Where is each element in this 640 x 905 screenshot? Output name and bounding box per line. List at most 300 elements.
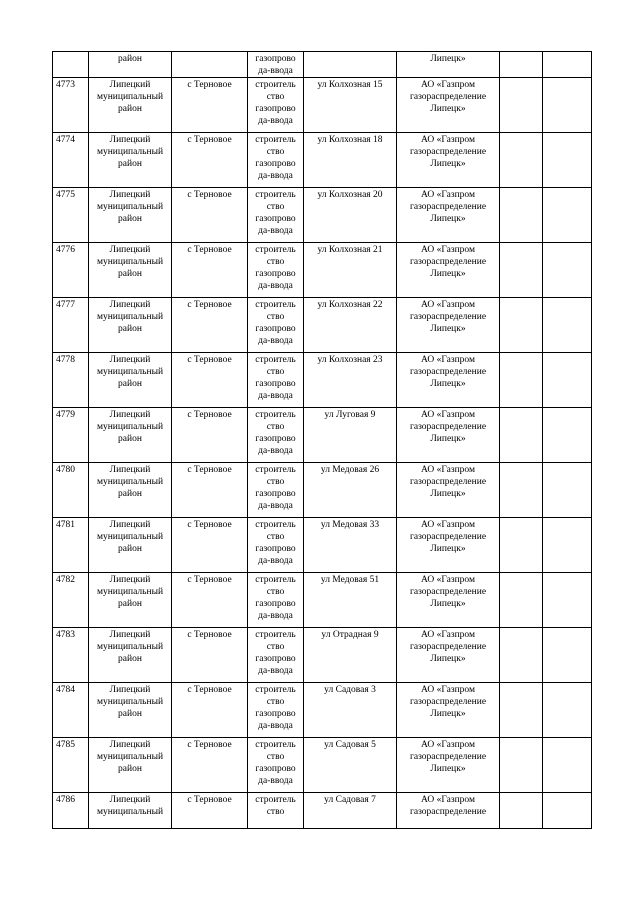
cell-line: АО «Газпром [420,80,475,90]
cell-line: муниципальный [96,752,164,762]
table-row [53,683,592,738]
cell-number [53,463,89,518]
cell-line: муниципальный [96,92,164,102]
cell-district [89,573,172,628]
cell-text: ул Медовая 51 [320,575,380,585]
cell-line: Липецк» [430,709,466,719]
cell-line: Липецк» [430,599,466,609]
cell-number [53,628,89,683]
cell-number [53,243,89,298]
cell-line: Липецк» [430,159,466,169]
cell-text: ул Луговая 9 [324,410,376,420]
cell-number [53,52,89,78]
cell-text: с Терновое [187,410,232,420]
table-row [53,573,592,628]
cell-settlement [172,463,248,518]
cell-text: 4779 [56,410,75,420]
cell-line: газопрово [255,104,296,114]
cell-line: муниципальный [96,807,164,817]
cell-text: 4775 [56,190,75,200]
table-row [53,793,592,829]
cell-line: газораспределение [409,697,487,707]
table-row [53,52,592,78]
cell-line: да-ввода [258,611,293,621]
cell-line: газопрово [255,434,296,444]
cell-line: Липецк» [430,544,466,554]
cell-district [89,738,172,793]
cell-line: ство [266,367,285,377]
cell-extra-1 [500,188,543,243]
table-body [53,52,592,829]
cell-address [304,793,397,829]
cell-line: район [118,269,142,279]
cell-line: да-ввода [258,501,293,511]
cell-text: ул Колхозная 22 [317,300,383,310]
cell-district [89,78,172,133]
table-row [53,78,592,133]
cell-line: АО «Газпром [420,630,475,640]
cell-line: газопрово [255,599,296,609]
cell-address [304,683,397,738]
cell-organization [397,463,500,518]
cell-district [89,133,172,188]
cell-line: газопрово [255,159,296,169]
cell-line: газораспределение [409,807,487,817]
cell-address [304,353,397,408]
cell-district [89,408,172,463]
cell-line: ство [266,202,285,212]
cell-text: с Терновое [187,630,232,640]
cell-organization [397,793,500,829]
cell-line: район [118,654,142,664]
cell-line: муниципальный [96,422,164,432]
cell-text: 4773 [56,80,75,90]
cell-text: с Терновое [187,740,232,750]
cell-number [53,133,89,188]
cell-extra-2 [543,188,592,243]
cell-extra-2 [543,408,592,463]
cell-line: Липецкий [109,630,151,640]
cell-work [248,243,304,298]
cell-extra-1 [500,353,543,408]
cell-line: Липецк» [430,269,466,279]
cell-extra-2 [543,628,592,683]
cell-line: строитель [255,135,296,145]
cell-line: да-ввода [258,391,293,401]
cell-line: АО «Газпром [420,300,475,310]
cell-line: Липецкий [109,300,151,310]
cell-text: 4776 [56,245,75,255]
table-row [53,298,592,353]
cell-extra-2 [543,793,592,829]
cell-line: Липецкий [109,795,151,805]
cell-district [89,628,172,683]
cell-address [304,408,397,463]
cell-line: АО «Газпром [420,135,475,145]
cell-line: Липецкий [109,245,151,255]
cell-organization [397,738,500,793]
cell-line: да-ввода [258,721,293,731]
cell-settlement [172,243,248,298]
cell-text: 4781 [56,520,75,530]
cell-address [304,738,397,793]
cell-address [304,298,397,353]
cell-line: строитель [255,685,296,695]
cell-address [304,133,397,188]
cell-text: 4782 [56,575,75,585]
cell-number [53,738,89,793]
cell-organization [397,52,500,78]
cell-extra-1 [500,793,543,829]
cell-text: 4780 [56,465,75,475]
cell-address [304,463,397,518]
cell-line: Липецкий [109,80,151,90]
cell-settlement [172,188,248,243]
cell-address [304,518,397,573]
cell-line: ство [266,642,285,652]
cell-address [304,243,397,298]
cell-address [304,573,397,628]
cell-line: АО «Газпром [420,795,475,805]
cell-text: 4777 [56,300,75,310]
cell-line: газопрово [255,544,296,554]
cell-district [89,518,172,573]
cell-organization [397,133,500,188]
cell-organization [397,573,500,628]
cell-line: строитель [255,465,296,475]
table-row [53,738,592,793]
cell-line: газопрово [255,214,296,224]
cell-text: с Терновое [187,575,232,585]
cell-text: 4784 [56,685,75,695]
cell-district [89,463,172,518]
cell-text: с Терновое [187,355,232,365]
cell-text: 4783 [56,630,75,640]
cell-extra-2 [543,298,592,353]
cell-line: строитель [255,410,296,420]
cell-text: с Терновое [187,685,232,695]
cell-line: Липецкий [109,740,151,750]
cell-line: газопрово [255,489,296,499]
cell-work [248,793,304,829]
cell-line: ство [266,752,285,762]
cell-line: район [118,599,142,609]
cell-line: муниципальный [96,642,164,652]
cell-line: муниципальный [96,532,164,542]
cell-line: Липецкий [109,465,151,475]
cell-district [89,353,172,408]
cell-line: газораспределение [409,312,487,322]
cell-line: газораспределение [409,532,487,542]
cell-line: АО «Газпром [420,410,475,420]
cell-line: газораспределение [409,752,487,762]
cell-line: муниципальный [96,587,164,597]
cell-line: газораспределение [409,147,487,157]
cell-settlement [172,298,248,353]
cell-work [248,408,304,463]
cell-work [248,573,304,628]
cell-settlement [172,52,248,78]
cell-extra-1 [500,518,543,573]
cell-organization [397,188,500,243]
cell-text: ул Колхозная 18 [317,135,383,145]
cell-extra-1 [500,628,543,683]
cell-line: район [118,214,142,224]
cell-line: газопрово [255,654,296,664]
cell-work [248,52,304,78]
cell-line: ство [266,477,285,487]
cell-line: Липецк» [430,379,466,389]
cell-line: строитель [255,190,296,200]
cell-line: газопрово [255,709,296,719]
cell-number [53,793,89,829]
cell-line: Липецкий [109,575,151,585]
cell-text: ул Садовая 5 [324,740,376,750]
cell-line: да-ввода [258,171,293,181]
cell-line: да-ввода [258,116,293,126]
cell-extra-2 [543,738,592,793]
cell-text: ул Медовая 26 [320,465,380,475]
cell-settlement [172,573,248,628]
cell-number [53,298,89,353]
cell-line: Липецк» [430,764,466,774]
cell-line: газораспределение [409,367,487,377]
cell-line: да-ввода [258,281,293,291]
cell-line: строитель [255,740,296,750]
cell-extra-2 [543,463,592,518]
cell-number [53,518,89,573]
cell-line: ство [266,312,285,322]
cell-work [248,463,304,518]
cell-extra-1 [500,683,543,738]
table-row [53,628,592,683]
cell-extra-2 [543,353,592,408]
table-row [53,133,592,188]
cell-line: АО «Газпром [420,520,475,530]
cell-extra-1 [500,573,543,628]
cell-line: газопрово [255,379,296,389]
cell-line: ство [266,147,285,157]
cell-line: газопрово [255,54,296,64]
cell-address [304,628,397,683]
cell-text: 4778 [56,355,75,365]
cell-work [248,738,304,793]
cell-line: район [118,159,142,169]
cell-text: ул Колхозная 20 [317,190,383,200]
cell-text: с Терновое [187,520,232,530]
cell-extra-1 [500,243,543,298]
cell-text: с Терновое [187,795,232,805]
cell-line: ство [266,587,285,597]
cell-organization [397,298,500,353]
table-row [53,353,592,408]
cell-extra-1 [500,52,543,78]
cell-line: да-ввода [258,446,293,456]
cell-extra-2 [543,133,592,188]
cell-line: район [118,544,142,554]
cell-line: Липецкий [109,685,151,695]
registry-table [52,51,592,829]
cell-number [53,78,89,133]
cell-text: с Терновое [187,80,232,90]
cell-organization [397,408,500,463]
cell-extra-2 [543,683,592,738]
cell-district [89,188,172,243]
cell-settlement [172,353,248,408]
cell-line: газораспределение [409,642,487,652]
cell-line: газораспределение [409,202,487,212]
cell-work [248,133,304,188]
cell-extra-2 [543,243,592,298]
cell-line: муниципальный [96,202,164,212]
cell-line: газораспределение [409,587,487,597]
cell-line: Липецкий [109,355,151,365]
cell-line: АО «Газпром [420,245,475,255]
cell-line: Липецк» [430,434,466,444]
cell-line: строитель [255,795,296,805]
cell-line: район [118,104,142,114]
cell-line: АО «Газпром [420,685,475,695]
cell-settlement [172,793,248,829]
cell-text: ул Садовая 3 [324,685,376,695]
cell-line: Липецк» [430,654,466,664]
cell-line: да-ввода [258,336,293,346]
cell-district [89,243,172,298]
table-row [53,188,592,243]
cell-line: Липецкий [109,410,151,420]
cell-line: район [118,709,142,719]
cell-line: Липецкий [109,520,151,530]
cell-line: район [118,434,142,444]
cell-extra-2 [543,573,592,628]
cell-line: муниципальный [96,257,164,267]
cell-address [304,78,397,133]
cell-organization [397,353,500,408]
cell-number [53,683,89,738]
cell-line: строитель [255,355,296,365]
cell-district [89,683,172,738]
cell-settlement [172,683,248,738]
cell-line: АО «Газпром [420,465,475,475]
table-row [53,408,592,463]
cell-line: строитель [255,245,296,255]
cell-organization [397,78,500,133]
cell-number [53,408,89,463]
cell-line: ство [266,532,285,542]
table-row [53,243,592,298]
cell-line: муниципальный [96,477,164,487]
cell-line: газораспределение [409,422,487,432]
cell-organization [397,628,500,683]
cell-text: с Терновое [187,300,232,310]
cell-text: с Терновое [187,135,232,145]
cell-extra-2 [543,518,592,573]
cell-settlement [172,408,248,463]
cell-work [248,628,304,683]
cell-extra-1 [500,78,543,133]
cell-extra-2 [543,52,592,78]
cell-work [248,683,304,738]
cell-line: ство [266,697,285,707]
cell-line: Липецк» [430,104,466,114]
cell-work [248,518,304,573]
cell-work [248,353,304,408]
cell-organization [397,518,500,573]
cell-line: строитель [255,520,296,530]
cell-line: ство [266,807,285,817]
cell-number [53,188,89,243]
cell-line: строитель [255,575,296,585]
cell-line: Липецк» [430,54,466,64]
cell-extra-1 [500,133,543,188]
cell-text: с Терновое [187,465,232,475]
cell-line: АО «Газпром [420,575,475,585]
cell-line: газораспределение [409,477,487,487]
cell-line: строитель [255,300,296,310]
cell-line: район [118,379,142,389]
cell-number [53,353,89,408]
cell-line: да-ввода [258,66,293,76]
cell-district [89,298,172,353]
cell-text: с Терновое [187,245,232,255]
cell-district [89,793,172,829]
cell-text: 4785 [56,740,75,750]
cell-district [89,52,172,78]
table-row [53,518,592,573]
cell-extra-1 [500,298,543,353]
cell-work [248,298,304,353]
cell-line: АО «Газпром [420,740,475,750]
cell-settlement [172,133,248,188]
cell-text: ул Медовая 33 [320,520,380,530]
cell-line: Липецк» [430,324,466,334]
cell-line: муниципальный [96,147,164,157]
cell-line: газораспределение [409,257,487,267]
cell-line: муниципальный [96,312,164,322]
cell-number [53,573,89,628]
cell-line: Липецкий [109,190,151,200]
cell-line: ство [266,92,285,102]
cell-settlement [172,518,248,573]
cell-line: да-ввода [258,666,293,676]
cell-extra-1 [500,738,543,793]
cell-line: район [118,324,142,334]
cell-work [248,188,304,243]
cell-line: район [118,489,142,499]
cell-line: газораспределение [409,92,487,102]
cell-line: муниципальный [96,697,164,707]
cell-text: 4786 [56,795,75,805]
cell-address [304,188,397,243]
cell-line: Липецкий [109,135,151,145]
cell-organization [397,683,500,738]
cell-line: Липецк» [430,214,466,224]
cell-line: строитель [255,630,296,640]
cell-text: 4774 [56,135,75,145]
cell-line: ство [266,422,285,432]
cell-line: газопрово [255,269,296,279]
cell-settlement [172,628,248,683]
cell-line: АО «Газпром [420,190,475,200]
cell-work [248,78,304,133]
cell-line: газопрово [255,324,296,334]
cell-line: строитель [255,80,296,90]
cell-organization [397,243,500,298]
cell-extra-1 [500,463,543,518]
table-row [53,463,592,518]
cell-line: да-ввода [258,556,293,566]
cell-line: муниципальный [96,367,164,377]
